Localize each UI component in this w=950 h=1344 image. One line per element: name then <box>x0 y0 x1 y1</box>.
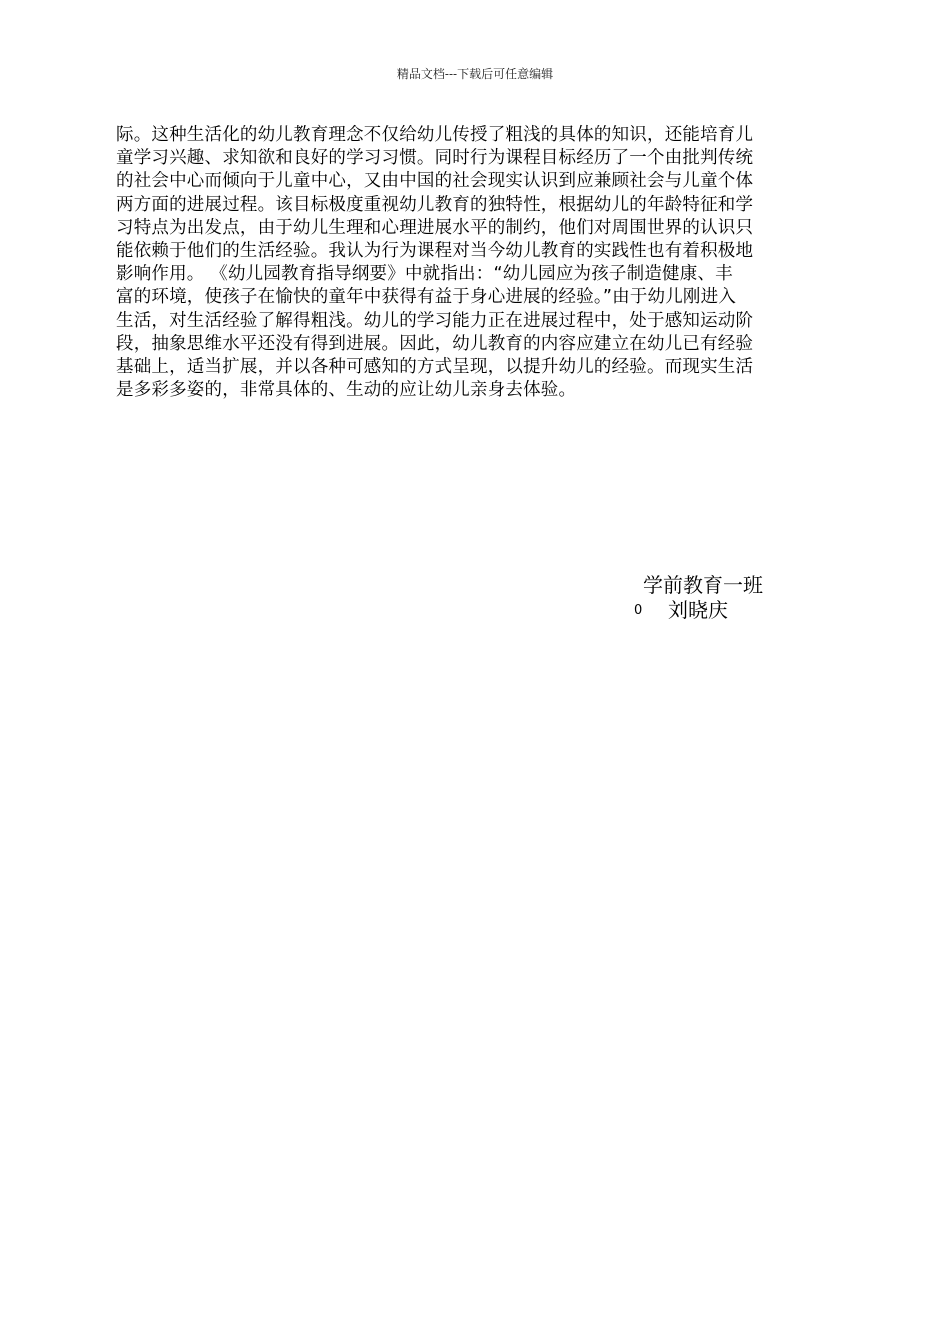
paragraph-line: 的社会中心而倾向于儿童中心，又由中国的社会现实认识到应兼顾社会与儿童个体 <box>116 171 754 192</box>
signature-class: 学前教育一班 <box>643 573 763 597</box>
signature-author: 刘晓庆 <box>668 598 728 622</box>
paragraph-line: 富的环境，使孩子在愉快的童年中获得有益于身心进展的经验。”由于幼儿刚进入 <box>116 287 737 308</box>
body-paragraph <box>116 124 753 402</box>
paragraph-line: 童学习兴趣、求知欲和良好的学习习惯。同时行为课程目标经历了一个由批判传统 <box>116 148 754 169</box>
signature-marker: 0 <box>634 603 643 618</box>
paragraph-line: 能依赖于他们的生活经验。我认为行为课程对当今幼儿教育的实践性也有着积极地 <box>116 240 754 261</box>
paragraph-line: 两方面的进展过程。该目标极度重视幼儿教育的独特性，根据幼儿的年龄特征和学 <box>116 194 754 215</box>
page-header: 精品文档---下载后可任意编辑 <box>396 67 554 81</box>
paragraph-line: 际。这种生活化的幼儿教育理念不仅给幼儿传授了粗浅的具体的知识，还能培育儿 <box>116 125 754 145</box>
paragraph-line: 习特点为出发点，由于幼儿生理和心理进展水平的制约，他们对周围世界的认识只 <box>116 217 754 238</box>
paragraph-line: 生活，对生活经验了解得粗浅。幼儿的学习能力正在进展过程中，处于感知运动阶 <box>116 310 754 331</box>
paragraph-line: 是多彩多姿的，非常具体的、生动的应让幼儿亲身去体验。 <box>116 380 577 401</box>
paragraph-line: 影响作用。 《幼儿园教育指导纲要》中就指出：“幼儿园应为孩子制造健康、丰 <box>116 264 733 285</box>
paragraph-line: 基础上，适当扩展，并以各种可感知的方式呈现，以提升幼儿的经验。而现实生活 <box>116 356 754 377</box>
paragraph-line: 段，抽象思维水平还没有得到进展。因此，幼儿教育的内容应建立在幼儿已有经验 <box>116 333 754 354</box>
